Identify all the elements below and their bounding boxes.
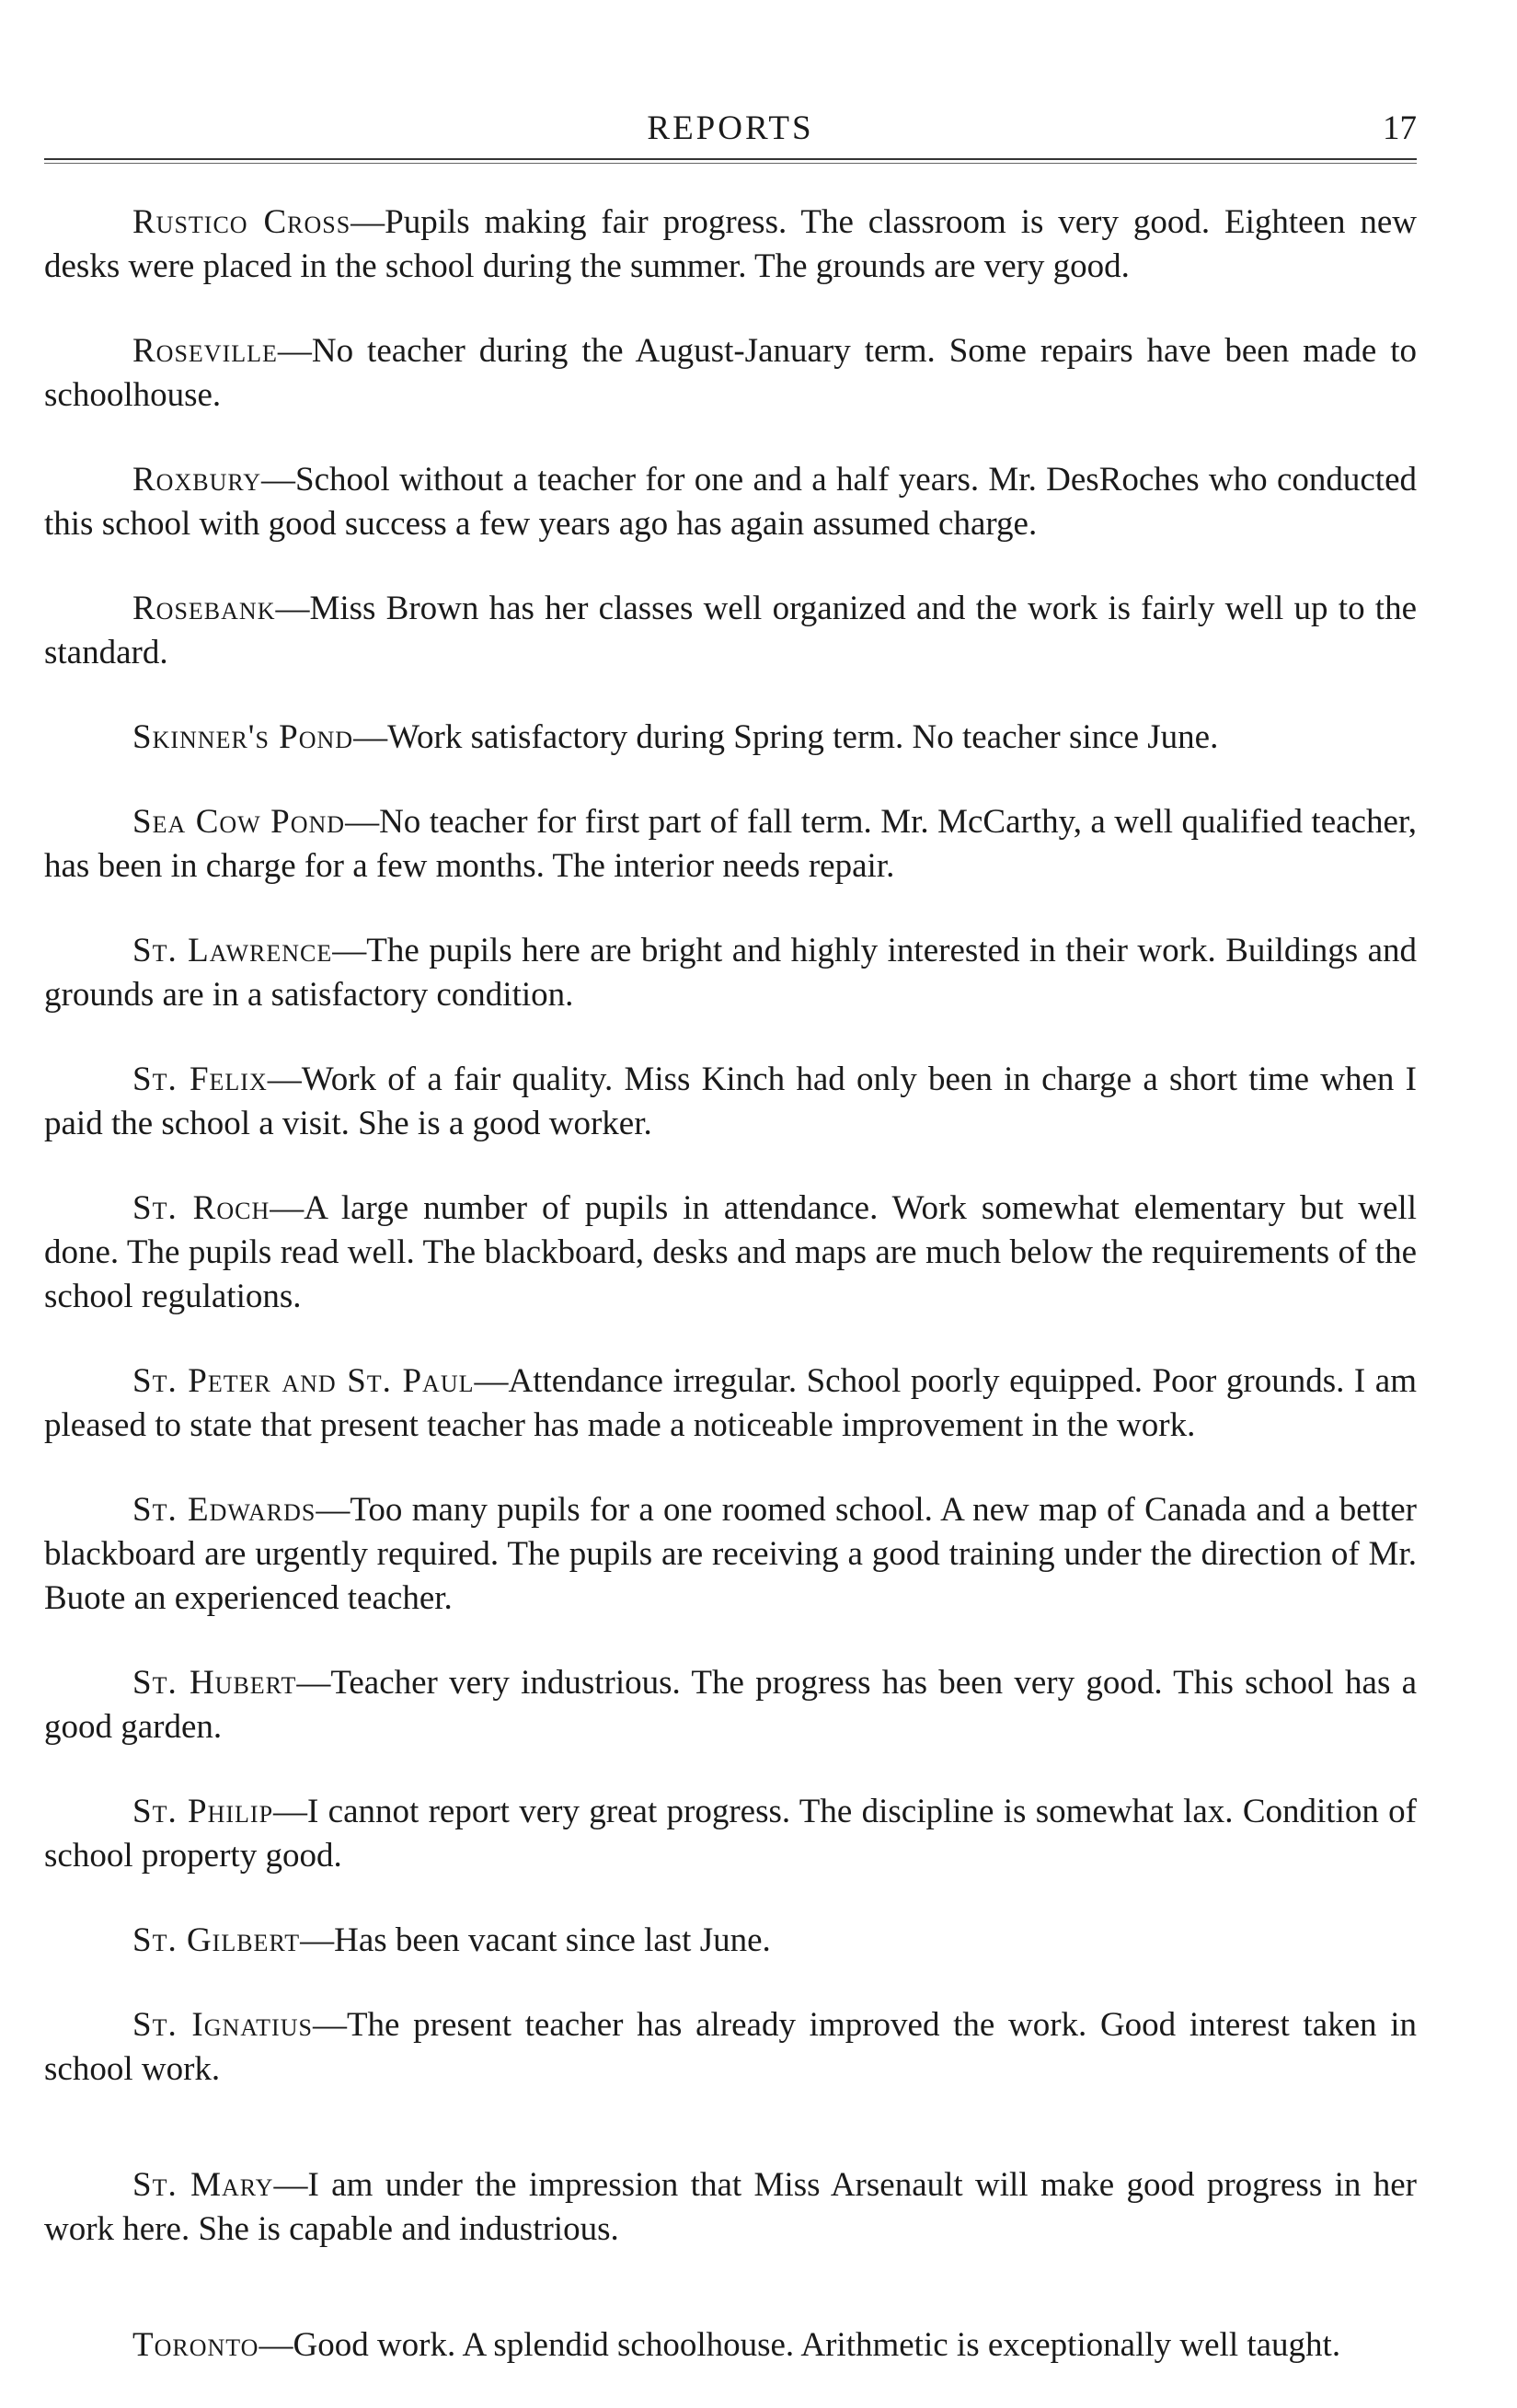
report-entry — [44, 2163, 1417, 2252]
report-entry — [44, 929, 1417, 1017]
school-name: Skinner's Pond — [132, 718, 354, 756]
report-entry — [44, 587, 1417, 675]
school-name: St. Ignatius — [132, 2006, 313, 2044]
report-entry — [44, 1661, 1417, 1749]
running-head — [44, 109, 1417, 153]
report-text: —School without a teacher for one and a half years. Mr. DesRoches who conducted this school with good success a few years ago has again assumed charge. — [44, 461, 1417, 543]
school-name: St. Roch — [132, 1189, 270, 1227]
page-number: 17 — [1383, 109, 1417, 147]
report-body — [44, 201, 1417, 2408]
school-name: St. Hubert — [132, 1664, 297, 1702]
report-text: —The pupils here are bright and highly interested in their work. Buildings and grounds are in a satisfactory condition. — [44, 932, 1417, 1014]
header-rule-secondary — [44, 163, 1417, 164]
school-name: St. Peter and St. Paul — [132, 1362, 475, 1400]
report-text: —Too many pupils for a one roomed school. A new map of Canada and a better blackboard are urgently required. The pupils are receiving a good training under the direction of Mr. Buote an experienced teacher. — [44, 1491, 1417, 1617]
report-text: —The present teacher has already improved the work. Good interest taken in school work. — [44, 2006, 1417, 2088]
report-text: —Miss Brown has her classes well organized and the work is fairly well up to the standard. — [44, 590, 1417, 671]
report-entry — [44, 716, 1417, 760]
school-name: St. Mary — [132, 2166, 274, 2204]
school-name: Rustico Cross — [132, 203, 351, 241]
report-entry — [44, 1488, 1417, 1621]
report-text: —Has been vacant since last June. — [300, 1921, 771, 1959]
report-entry — [44, 1919, 1417, 1963]
report-text: —No teacher during the August-January term. Some repairs have been made to schoolhouse. — [44, 332, 1417, 414]
header-rule — [44, 158, 1417, 160]
report-entry — [44, 1058, 1417, 1146]
school-name: St. Edwards — [132, 1491, 316, 1529]
report-entry — [44, 201, 1417, 289]
report-text: —Attendance irregular. School poorly equipped. Poor grounds. I am pleased to state that present teacher has made a noticeable improvement in the work. — [44, 1362, 1417, 1444]
report-text: —Work satisfactory during Spring term. No teacher since June. — [353, 718, 1219, 756]
report-text: —Good work. A splendid schoolhouse. Arithmetic is exceptionally well taught. — [259, 2326, 1341, 2364]
report-entry — [44, 1359, 1417, 1448]
school-name: Roxbury — [132, 461, 262, 499]
report-entry — [44, 329, 1417, 418]
report-entry — [44, 2003, 1417, 2092]
report-entry — [44, 458, 1417, 546]
school-name: St. Philip — [132, 1793, 274, 1830]
school-name: St. Felix — [132, 1061, 268, 1098]
school-name: St. Lawrence — [132, 932, 333, 969]
report-text: —A large number of pupils in attendance. Work somewhat elementary but well done. The pupils read well. The blackboard, desks and maps are much below the requirements of the school regulations. — [44, 1189, 1417, 1315]
school-name: Roseville — [132, 332, 278, 370]
school-name: Toronto — [132, 2326, 259, 2364]
report-entry — [44, 1790, 1417, 1878]
report-text: —No teacher for first part of fall term. Mr. McCarthy, a well qualified teacher, has been in charge for a few months. The interior needs repair. — [44, 803, 1417, 885]
school-name: Rosebank — [132, 590, 276, 627]
report-text: —Work of a fair quality. Miss Kinch had only been in charge a short time when I paid the school a visit. She is a good worker. — [44, 1061, 1417, 1142]
report-text: —Pupils making fair progress. The classroom is very good. Eighteen new desks were placed in the school during the summer. The grounds are very good. — [44, 203, 1417, 285]
report-entry — [44, 800, 1417, 889]
report-text: —Teacher very industrious. The progress has been very good. This school has a good garden. — [44, 1664, 1417, 1746]
report-entry — [44, 2323, 1417, 2368]
school-name: St. Gilbert — [132, 1921, 301, 1959]
school-name: Sea Cow Pond — [132, 803, 346, 841]
report-text: —I am under the impression that Miss Arsenault will make good progress in her work here. She is capable and industrious. — [44, 2166, 1417, 2248]
report-text: —I cannot report very great progress. The discipline is somewhat lax. Condition of school property good. — [44, 1793, 1417, 1875]
report-entry — [44, 1187, 1417, 1319]
page-title: REPORTS — [647, 109, 814, 147]
